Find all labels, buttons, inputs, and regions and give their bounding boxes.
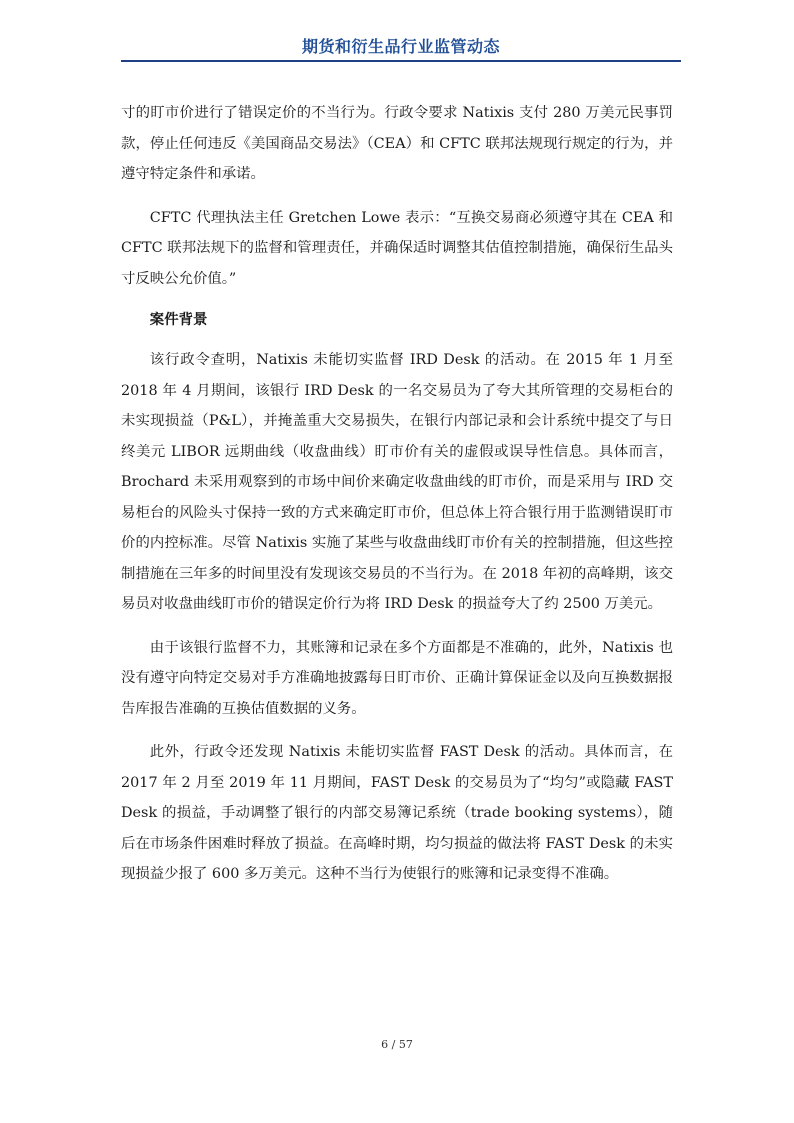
paragraph-continued: 寸的盯市价进行了错误定价的不当行为。行政令要求 Natixis 支付 280 万美元民事罚款，停止任何违反《美国商品交易法》（CEA）和 CFTC 联邦法规现行规定的行为，并遵守特定条件和承诺。	[121, 105, 673, 182]
paragraph-fast-desk: 此外，行政令还发现 Natixis 未能切实监督 FAST Desk 的活动。具体而言，在 2017 年 2 月至 2019 年 11 月期间，FAST Desk 的交易员为了“均匀”或隐藏 FAST Desk 的损益，手动调整了银行的内部交易簿记系统（trade booking systems），随后在市场条件困难时释放了损益。在高峰时期，均匀损益的做法将 FAST Desk 的未实现损益少报了 600 多万美元。这种不当行为使银行的账簿和记录变得不准确。	[121, 744, 673, 882]
paragraph-ird-desk: 该行政令查明，Natixis 未能切实监督 IRD Desk 的活动。在 2015 年 1 月至 2018 年 4 月期间，该银行 IRD Desk 的一名交易员为了夸大其所管理的交易柜台的未实现损益（P&L），并掩盖重大交易损失，在银行内部记录和会计系统中提交了与日终美元 LIBOR 远期曲线（收盘曲线）盯市价有关的虚假或误导性信息。具体而言，Brochard 未采用观察到的市场中间价来确定收盘曲线的盯市价，而是采用与 IRD 交易柜台的风险头寸保持一致的方式来确定盯市价，但总体上符合银行用于监测错误盯市价的内控标准。尽管 Natixis 实施了某些与收盘曲线盯市价有关的控制措施，但这些控制措施在三年多的时间里没有发现该交易员的不当行为。在 2018 年初的高峰期，该交易员对收盘曲线盯市价的错误定价行为将 IRD Desk 的损益夸大了约 2500 万美元。	[121, 352, 673, 612]
paragraph-supervision: 由于该银行监督不力，其账簿和记录在多个方面都是不准确的，此外，Natixis 也没有遵守向特定交易对手方准确地披露每日盯市价、正确计算保证金以及向互换数据报告库报告准确的互换估值数据的义务。	[121, 639, 673, 717]
page-header	[121, 36, 681, 58]
header-title: 期货和衍生品行业监管动态	[301, 37, 500, 56]
section-heading: 案件背景	[149, 312, 208, 328]
paragraph-quote: CFTC 代理执法主任 Gretchen Lowe 表示：“互换交易商必须遵守其在 CEA 和 CFTC 联邦法规下的监督和管理责任，并确保适时调整其估值控制措施，确保衍生品头寸反映公允价值。”	[121, 209, 673, 287]
document-body	[121, 98, 673, 903]
header-divider	[121, 60, 681, 62]
page-number: 6 / 57	[381, 1038, 413, 1051]
